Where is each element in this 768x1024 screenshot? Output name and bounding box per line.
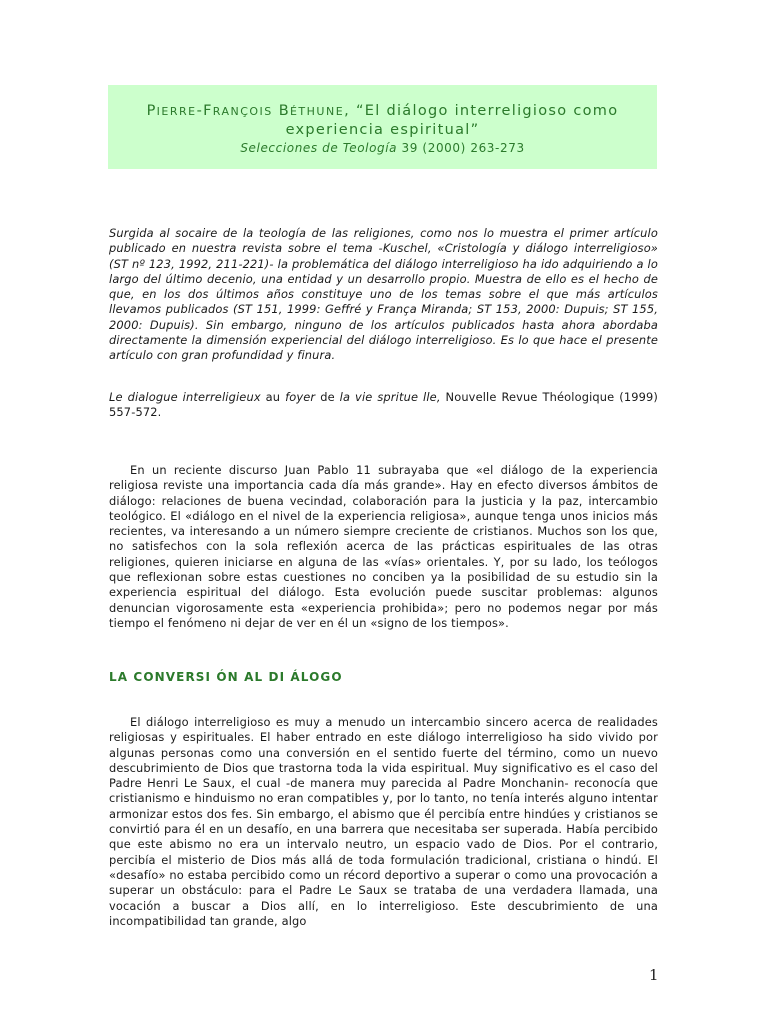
author-initial-3: B — [278, 103, 290, 119]
author-hyphen: - — [196, 103, 204, 119]
journal-name: Selecciones de Teología — [240, 141, 398, 155]
body-paragraph-1: En un reciente discurso Juan Pablo 11 subrayaba que «el diálogo de la experiencia religiosa reviste una importancia cada día más grande». Hay en efecto diversos ámbitos de diálogo: relaciones de buena vecindad, colaboración para la justicia y la paz, intercambio teológico. El «diálogo en el nivel de la experiencia religiosa», aunque tenga unos inicios más recientes, va interesando a un número siempre creciente de cristianos. Muchos son los que, no satisfechos con la sola reflexión acerca de las prácticas espirituales de las otras religiones, quieren iniciarse en alguna de las «vías» orientales. Y, por su lado, los teólogos que reflexionan sobre estas cuestiones no conciben ya la posibilidad de su estudio sin la experiencia espiritual del diálogo. Esta evolución puede suscitar problemas: algunos denuncian vigorosamente esta «experiencia prohibida»; pero no podemos negar por más tiempo el fenómeno ni dejar de ver en él un «signo de los tiempos». — [109, 463, 658, 630]
source-title-b: foyer — [285, 390, 316, 404]
source-reference — [109, 390, 658, 421]
citation-details: 39 (2000) 263-273 — [397, 141, 525, 155]
citation-line — [108, 140, 657, 157]
header-author-title-line — [108, 102, 657, 121]
article-title-part2: experiencia espiritual” — [285, 122, 480, 138]
abstract-paragraph: Surgida al socaire de la teología de las religiones, como nos lo muestra el primer artículo publicado en nuestra revista sobre el tema -Kuschel, «Cristología y diálogo interreligioso» (ST nº 123, 1992, 211-221)- la problemática del diálogo interreligioso ha ido adquiriendo a lo largo del último decenio, una entidad y un desarrollo propio. Muestra de ello es el hecho de que, en los dos últimos años constituye uno de los temas sobre el que más artículos llevamos publicados (ST 151, 1999: Geffré y França Miranda; ST 153, 2000: Dupuis; ST 155, 2000: Dupuis). Sin embargo, ninguno de los artículos publicados hasta ahora abordaba directamente la dimensión experiencial del diálogo interreligioso. Es lo que hace el presente artículo con gran profundidad y finura. — [109, 226, 658, 363]
source-word-au: au — [260, 390, 286, 404]
source-rest: Nouvelle Revue Théologique (1999) 557-572. — [109, 390, 659, 420]
author-rest-3: ÉTHUNE — [289, 105, 345, 118]
article-title-part1: , “El diálogo interreligioso como — [344, 103, 619, 119]
section-heading: LA CONVERSI ÓN AL DI ÁLOGO — [109, 670, 343, 684]
author-initial-1: P — [146, 103, 157, 119]
source-word-de: de — [315, 390, 340, 404]
author-rest-1: IERRE — [156, 105, 197, 118]
source-title-c: la vie spritue lle, — [339, 390, 441, 404]
article-header — [108, 85, 657, 169]
body-paragraph-2: El diálogo interreligioso es muy a menudo un intercambio sincero acerca de realidades religiosas y espirituales. El haber entrado en este diálogo interreligioso ha sido vivido por algunas personas como una conversión en el sentido fuerte del término, como un nuevo descubrimiento de Dios que trastorna toda la vida espiritual. Muy significativo es el caso del Padre Henri Le Saux, el cual -de manera muy parecida al Padre Monchanin- reconocía que cristianismo e hinduismo no eran compatibles y, por lo tanto, no tenía interés alguno intentar armonizar estos dos fes. Sin embargo, el abismo que él percibía entre hindúes y cristianos se convirtió para él en un desafío, en una barrera que necesitaba ser superada. Había percibido que este abismo no era un intervalo neutro, un espacio vado de Dios. Por el contrario, percibía el misterio de Dios más allá de toda formulación tradicional, cristiana o hindú. El «desafío» no estaba percibido como un récord deportivo a superar o como una provocación a superar un obstáculo: para el Padre Le Saux se trataba de una verdadera llamada, una vocación a buscar a Dios allí, en lo interreligioso. Este descubrimiento de una incompatibilidad tan grande, algo — [109, 715, 658, 928]
author-rest-2: RANÇOIS — [212, 105, 273, 118]
page-number: 1 — [649, 966, 659, 984]
source-title-a: Le dialogue interreligieux — [109, 390, 261, 404]
author-initial-2: F — [203, 103, 213, 119]
